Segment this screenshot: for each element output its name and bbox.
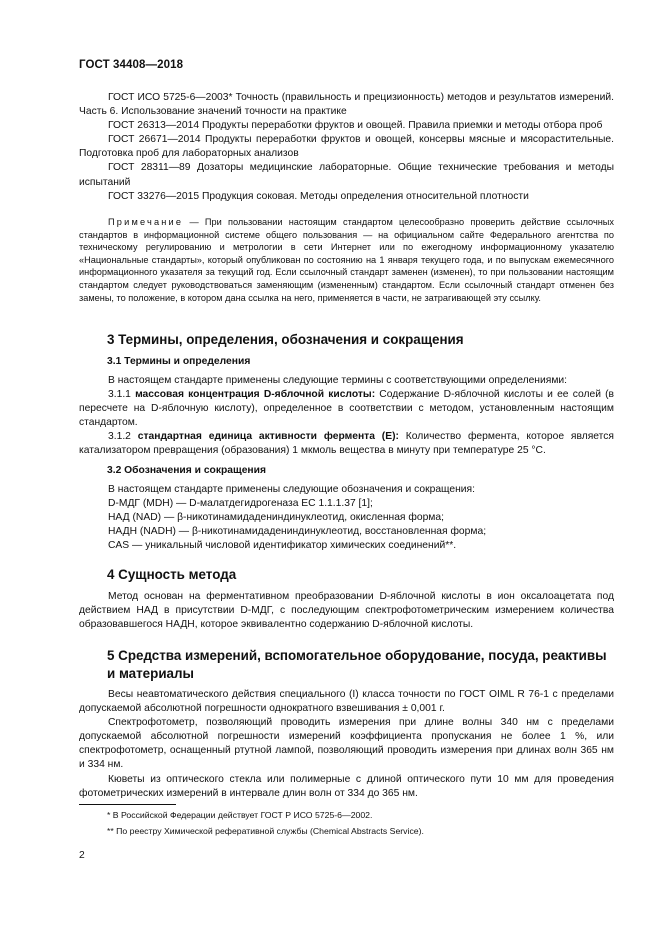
page-number: 2 [79,850,85,861]
subsection-3-1-title: 3.1 Термины и определения [107,356,251,367]
reference-item: ГОСТ 26671—2014 Продукты переработки фруктов и овощей, консервы мясные и мясорастительные. Подготовка проб для лабораторных анализов [79,134,614,160]
normative-references [79,91,614,204]
footnote-2: ** По реестру Химической реферативной службы (Chemical Abstracts Service). [107,826,424,836]
note-block [79,216,614,304]
abbreviation-item: НАДН (NADH) — β-никотинамидадениндинуклеотид, восстановленная форма; [108,526,487,538]
abbreviations-block [79,483,614,553]
method-principle: Метод основан на ферментативном преобразовании D-яблочной кислоты в ион оксалоацетата под действием НАД в присутствии D-МДГ, с последующим спектрофотометрическим измерением количества образовавшегося НАДН, которое эквивалентно содержанию D-яблочной кислоты. [79,591,614,631]
terms-intro: В настоящем стандарте применены следующие термины с соответствующими определениями: [108,375,568,386]
abbreviation-item: НАД (NAD) — β-никотинамидадениндинуклеотид, окисленная форма; [108,512,444,524]
section-4-body [79,590,614,632]
equipment-item: Кюветы из оптического стекла или полимерные с длиной оптического пути 10 мм для проведения фотометрических измерений в интервале длин волн от 334 до 365 нм. [79,773,614,799]
abbreviations-intro: В настоящем стандарте применены следующие обозначения и сокращения: [108,484,475,495]
reference-item: ГОСТ 28311—89 Дозаторы медицинские лабораторные. Общие технические требования и методы испытаний [79,162,614,188]
section-4-title: 4 Сущность метода [107,567,237,582]
equipment-item: Спектрофотометр, позволяющий проводить измерения при длине волны 340 нм с пределами допускаемой абсолютной погрешности измерений коэффициента пропускания не более 1 %, или спектрофотометр, оснащенный ртутной лампой, позволяющий проводить измерения при длинах волн 365 нм и 334 нм. [79,717,614,771]
term-name: массовая концентрация D-яблочной кислоты: [135,389,376,401]
terms-block [79,374,614,459]
note-label: Примечание [108,217,184,227]
term-3-1-2: 3.1.2 стандартная единица активности фермента (E): Количество фермента, которое является катализатором превращения (образования) 1 мкмоль вещества в минуту при температуре 25 °C. [79,431,615,457]
reference-item: ГОСТ 26313—2014 Продукты переработки фруктов и овощей. Правила приемки и методы отбора проб [108,120,603,132]
section-5-title: 5 Средства измерений, вспомогательное оборудование, посуда, реактивы и материалы [107,648,607,681]
reference-item: ГОСТ 33276—2015 Продукция соковая. Методы определения относительной плотности [108,190,529,202]
document-header: ГОСТ 34408—2018 [79,59,184,71]
footnote-1: * В Российской Федерации действует ГОСТ Р ИСО 5725-6—2002. [107,810,373,820]
term-name: стандартная единица активности фермента (E): [137,431,399,443]
abbreviation-item: CAS — уникальный числовой идентификатор химических соединений**. [108,540,457,552]
reference-item: ГОСТ ИСО 5725-6—2003* Точность (правильность и прецизионность) методов и результатов измерений. Часть 6. Использование значений точности на практике [79,92,614,118]
subsection-3-2-title: 3.2 Обозначения и сокращения [107,465,266,476]
term-3-1-1: 3.1.1 массовая концентрация D-яблочной кислоты: Содержание D-яблочной кислоты и ее солей (в пересчете на D-яблочную кислоту), определенное в соответствии с методом, установленным настоящим стандартом. [79,389,615,429]
footnote-divider [79,804,176,805]
section-3-title: 3 Термины, определения, обозначения и сокращения [107,332,464,347]
abbreviation-item: D-МДГ (MDH) — D-малатдегидрогеназа ЕС 1.1.1.37 [1]; [108,498,373,510]
section-5-body [79,688,614,801]
note-text: — При пользовании настоящим стандартом целесообразно проверить действие ссылочных стандартов в информационной системе общего пользования — на официальном сайте Федерального агентства по техническому регулированию и метрологии в сети Интернет или по ежегодному информационному указателю «Национальные стандарты», который опубликован по состоянию на 1 января текущего года, и по выпускам ежемесячного информационного указателя за текущий год. Если ссылочный стандарт заменен (изменен), то при пользовании настоящим стандартом следует руководствоваться заменяющим (измененным) стандартом. Если ссылочный стандарт отменен без замены, то положение, в котором дана ссылка на него, применяется в части, не затрагивающей эту ссылку. [79,217,614,303]
equipment-item: Весы неавтоматического действия специального (I) класса точности по ГОСТ OIML R 76-1 с пределами допускаемой абсолютной погрешности однократного взвешивания ± 0,001 г. [79,689,614,715]
